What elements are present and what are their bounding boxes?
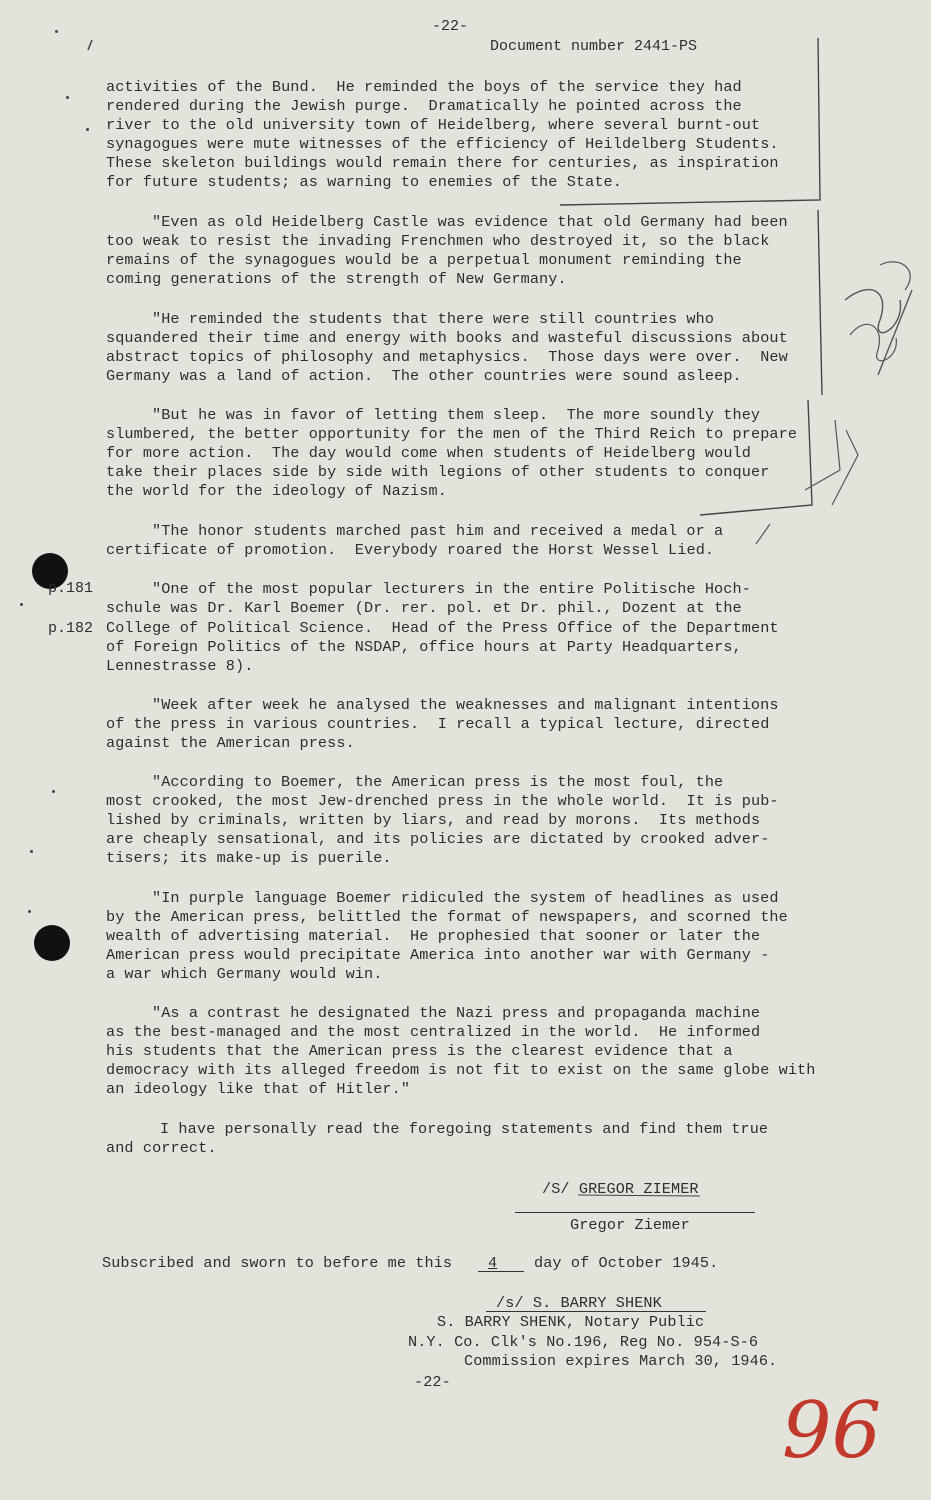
body-line: a war which Germany would win. [106,965,383,983]
body-line: for future students; as warning to enemies of the State. [106,173,622,191]
body-line: "The honor students marched past him and received a medal or a [152,522,724,540]
margin-page-ref: p.182 [48,620,94,637]
body-line: an ideology like that of Hitler." [106,1080,411,1098]
margin-page-ref: p.181 [48,580,94,597]
handwritten-folio-number: 96 [782,1386,882,1476]
body-line: take their places side by side with legions of other students to conquer [106,463,770,481]
body-line: squandered their time and energy with books and wasteful discussions about [106,329,788,347]
body-line: the world for the ideology of Nazism. [106,482,447,500]
ink-speck [30,850,33,853]
notary-line-1: S. BARRY SHENK, Notary Public [437,1313,705,1331]
body-line: democracy with its alleged freedom is not fit to exist on the same globe with [106,1061,816,1079]
body-line: certificate of promotion. Everybody roared the Horst Wessel Lied. [106,541,715,559]
ink-speck [52,790,55,793]
body-line: synagogues were mute witnesses of the efficiency of Heildelberg Students. [106,135,779,153]
body-line: slumbered, the better opportunity for the men of the Third Reich to prepare [106,425,798,443]
body-line: Germany was a land of action. The other countries were sound asleep. [106,367,742,385]
body-line: "As a contrast he designated the Nazi press and propaganda machine [152,1004,761,1022]
body-line: of the press in various countries. I recall a typical lecture, directed [106,715,770,733]
ink-speck [66,96,69,99]
body-line: "But he was in favor of letting them sleep. The more soundly they [152,406,761,424]
notary-line-2: N.Y. Co. Clk's No.196, Reg No. 954-S-6 [408,1333,759,1351]
body-line: "According to Boemer, the American press is the most foul, the [152,773,724,791]
body-line: lished by criminals, written by liars, and read by morons. Its methods [106,811,761,829]
body-line: tisers; its make-up is puerile. [106,849,392,867]
body-line: for more action. The day would come when students of Heidelberg would [106,444,751,462]
body-line: "Even as old Heidelberg Castle was evidence that old Germany had been [152,213,788,231]
body-line: against the American press. [106,734,355,752]
signature-signed: /S/ GREGOR ZIEMER [542,1180,699,1198]
notary-rule [486,1311,706,1312]
ink-speck [28,910,31,913]
body-line: coming generations of the strength of New Germany. [106,270,567,288]
signature-rule [515,1212,755,1213]
body-line: American press would precipitate America into another war with Germany - [106,946,770,964]
ink-speck [55,30,58,33]
body-line: remains of the synagogues would be a perpetual monument reminding the [106,251,742,269]
ink-speck [86,128,89,131]
page-number-top: -22- [432,18,469,35]
jurat-prefix: Subscribed and sworn to before me this [102,1254,453,1272]
body-line: river to the old university town of Heidelberg, where several burnt-out [106,116,761,134]
punch-hole [34,925,70,961]
jurat-day: 4 [488,1254,498,1272]
certification-line: and correct. [106,1139,217,1157]
body-line: College of Political Science. Head of the Press Office of the Department [106,619,779,637]
body-line: most crooked, the most Jew-drenched press in the whole world. It is pub- [106,792,779,810]
body-line: "In purple language Boemer ridiculed the system of headlines as used [152,889,779,907]
body-line: "He reminded the students that there were still countries who [152,310,715,328]
body-line: abstract topics of philosophy and metaphysics. Those days were over. New [106,348,788,366]
notary-signed: /s/ S. BARRY SHENK [496,1294,662,1312]
body-line: schule was Dr. Karl Boemer (Dr. rer. pol. et Dr. phil., Dozent at the [106,599,742,617]
page-number-bottom: -22- [414,1373,451,1391]
body-line: by the American press, belittled the format of newspapers, and scorned the [106,908,788,926]
body-line: too weak to resist the invading Frenchmen who destroyed it, so the black [106,232,770,250]
body-line: Lennestrasse 8). [106,657,254,675]
jurat-day-rule [478,1271,524,1272]
body-line: "One of the most popular lecturers in the entire Politische Hoch- [152,580,751,598]
notary-line-3: Commission expires March 30, 1946. [464,1352,778,1370]
body-line: as the best-managed and the most centralized in the world. He informed [106,1023,761,1041]
signature-printed-name: Gregor Ziemer [570,1216,690,1234]
certification-line: I have personally read the foregoing statements and find them true [160,1120,769,1138]
body-line: his students that the American press is the clearest evidence that a [106,1042,733,1060]
body-line: activities of the Bund. He reminded the boys of the service they had [106,78,742,96]
ink-speck [20,603,23,606]
body-line: of Foreign Politics of the NSDAP, office hours at Party Headquarters, [106,638,742,656]
body-line: These skeleton buildings would remain there for centuries, as inspiration [106,154,779,172]
body-line: "Week after week he analysed the weaknesses and malignant intentions [152,696,779,714]
document-number: Document number 2441-PS [490,38,698,55]
body-line: wealth of advertising material. He prophesied that sooner or later the [106,927,761,945]
body-line: rendered during the Jewish purge. Dramatically he pointed across the [106,97,742,115]
body-line: are cheaply sensational, and its policies are dictated by crooked adver- [106,830,770,848]
jurat-suffix: day of October 1945. [534,1254,719,1272]
